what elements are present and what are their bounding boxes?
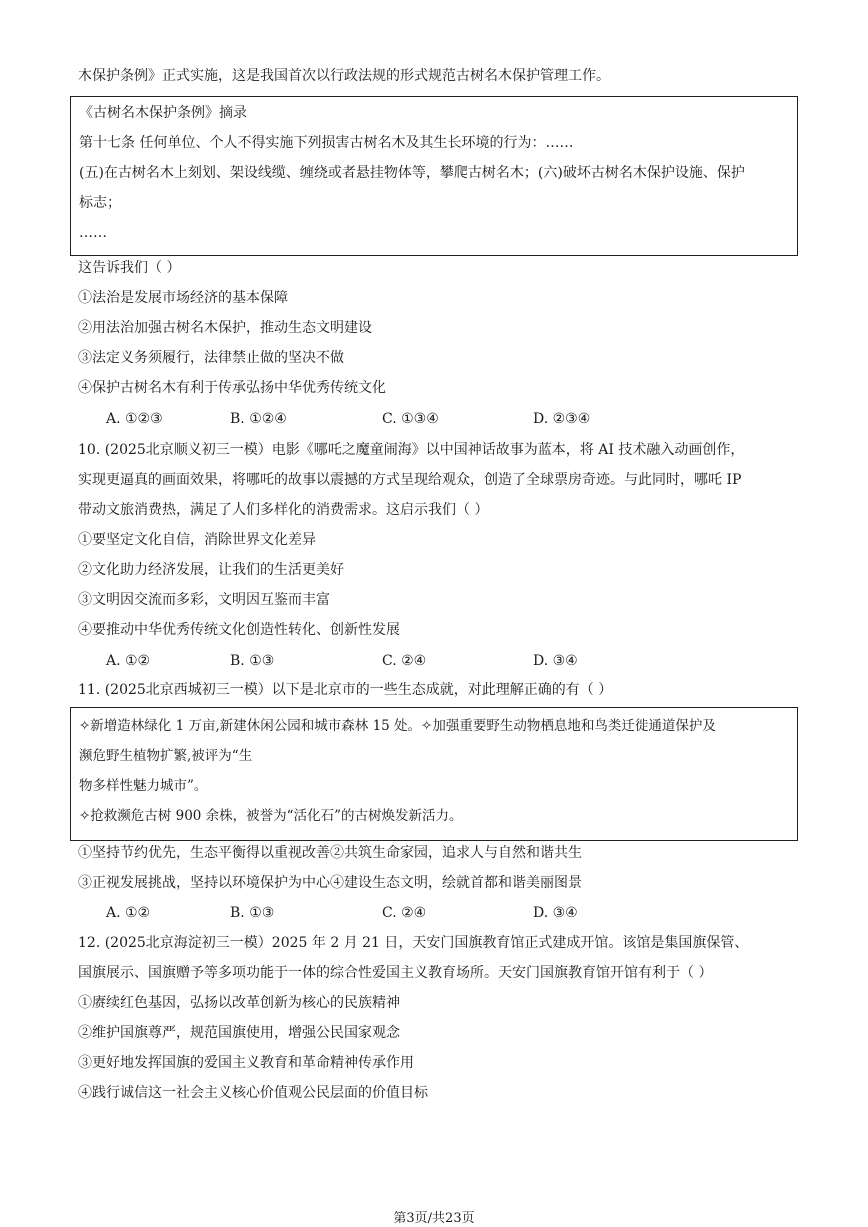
q11-items: ①坚持节约优先，生态平衡得以重视改善②共筑生命家园，追求人与自然和谐共生 [78,845,582,861]
q10-item: ④要推动中华优秀传统文化创造性转化、创新性发展 [78,622,400,638]
q11-box-line: 濒危野生植物扩繁,被评为“生 [79,748,253,764]
q10-stem: 带动文旅消费热，满足了人们多样化的消费需求。这启示我们（ ） [78,502,489,518]
excerpt-line: …… [79,225,107,241]
intro-line: 木保护条例》正式实施，这是我国首次以行政法规的形式规范古树名木保护管理工作。 [78,68,610,84]
q12-stem: 12. (2025北京海淀初三一模）2025 年 2 月 21 日，天安门国旗教育馆正式建成开馆。该馆是集国旗保管、 [78,935,749,951]
q10-option-b[interactable]: B. ①③ [230,653,275,669]
excerpt-line: (五)在古树名木上刻划、架设线缆、缠绕或者悬挂物体等，攀爬古树名木；(六)破坏古树名木保护设施、保护 [79,165,745,181]
q11-stem: 11. (2025北京西城初三一模）以下是北京市的一些生态成就，对此理解正确的有（ ） [78,682,613,698]
q10-item: ①要坚定文化自信，消除世界文化差异 [78,532,316,548]
q12-stem: 国旗展示、国旗赠予等多项功能于一体的综合性爱国主义教育场所。天安门国旗教育馆开馆有利于（ ） [78,965,713,981]
q12-item: ③更好地发挥国旗的爱国主义教育和革命精神传承作用 [78,1055,414,1071]
q11-option-c[interactable]: C. ②④ [382,905,427,921]
q11-box-line: ✧抢救濒危古树 900 余株，被誉为“活化石”的古树焕发新活力。 [79,808,463,824]
q9-item: ④保护古树名木有利于传承弘扬中华优秀传统文化 [78,380,386,396]
page-number: 第3页/共23页 [393,1211,475,1226]
excerpt-title: 《古树名木保护条例》摘录 [79,105,247,121]
q9-item: ②用法治加强古树名木保护，推动生态文明建设 [78,320,372,336]
q11-box-line: ✧新增造林绿化 1 万亩,新建休闲公园和城市森林 15 处。✧加强重要野生动物栖息地和鸟类迁徙通道保护及 [79,718,716,734]
q9-item: ③法定义务须履行，法律禁止做的坚决不做 [78,350,344,366]
q10-item: ③文明因交流而多彩，文明因互鉴而丰富 [78,592,330,608]
excerpt-line: 第十七条 任何单位、个人不得实施下列损害古树名木及其生长环境的行为：…… [79,135,574,151]
q10-option-d[interactable]: D. ③④ [533,653,578,669]
q10-stem: 实现更逼真的画面效果，将哪吒的故事以震撼的方式呈现给观众，创造了全球票房奇迹。与此同时，哪吒 IP [78,472,742,488]
q11-option-a[interactable]: A. ①② [106,905,151,921]
q11-option-b[interactable]: B. ①③ [230,905,275,921]
q9-option-c[interactable]: C. ①③④ [382,411,439,427]
excerpt-box [70,96,798,256]
q9-option-a[interactable]: A. ①②③ [106,411,163,427]
q10-option-c[interactable]: C. ②④ [382,653,427,669]
q12-item: ②维护国旗尊严，规范国旗使用，增强公民国家观念 [78,1025,400,1041]
q12-item: ①赓续红色基因，弘扬以改革创新为核心的民族精神 [78,995,400,1011]
q9-option-b[interactable]: B. ①②④ [230,411,287,427]
q11-box-line: 物多样性魅力城市”。 [79,778,208,794]
q9-item: ①法治是发展市场经济的基本保障 [78,290,288,306]
q10-stem: 10. (2025北京顺义初三一模）电影《哪吒之魔童闹海》以中国神话故事为蓝本，将 AI 技术融入动画创作， [78,442,745,458]
q11-material-box [70,707,798,841]
q9-stem: 这告诉我们（ ） [78,260,181,276]
q12-item: ④践行诚信这一社会主义核心价值观公民层面的价值目标 [78,1085,428,1101]
q10-item: ②文化助力经济发展，让我们的生活更美好 [78,562,344,578]
q11-option-d[interactable]: D. ③④ [533,905,578,921]
q9-option-d[interactable]: D. ②③④ [533,411,591,427]
q11-items: ③正视发展挑战，坚持以环境保护为中心④建设生态文明，绘就首都和谐美丽图景 [78,875,582,891]
q10-option-a[interactable]: A. ①② [106,653,151,669]
excerpt-line: 标志； [79,195,121,211]
